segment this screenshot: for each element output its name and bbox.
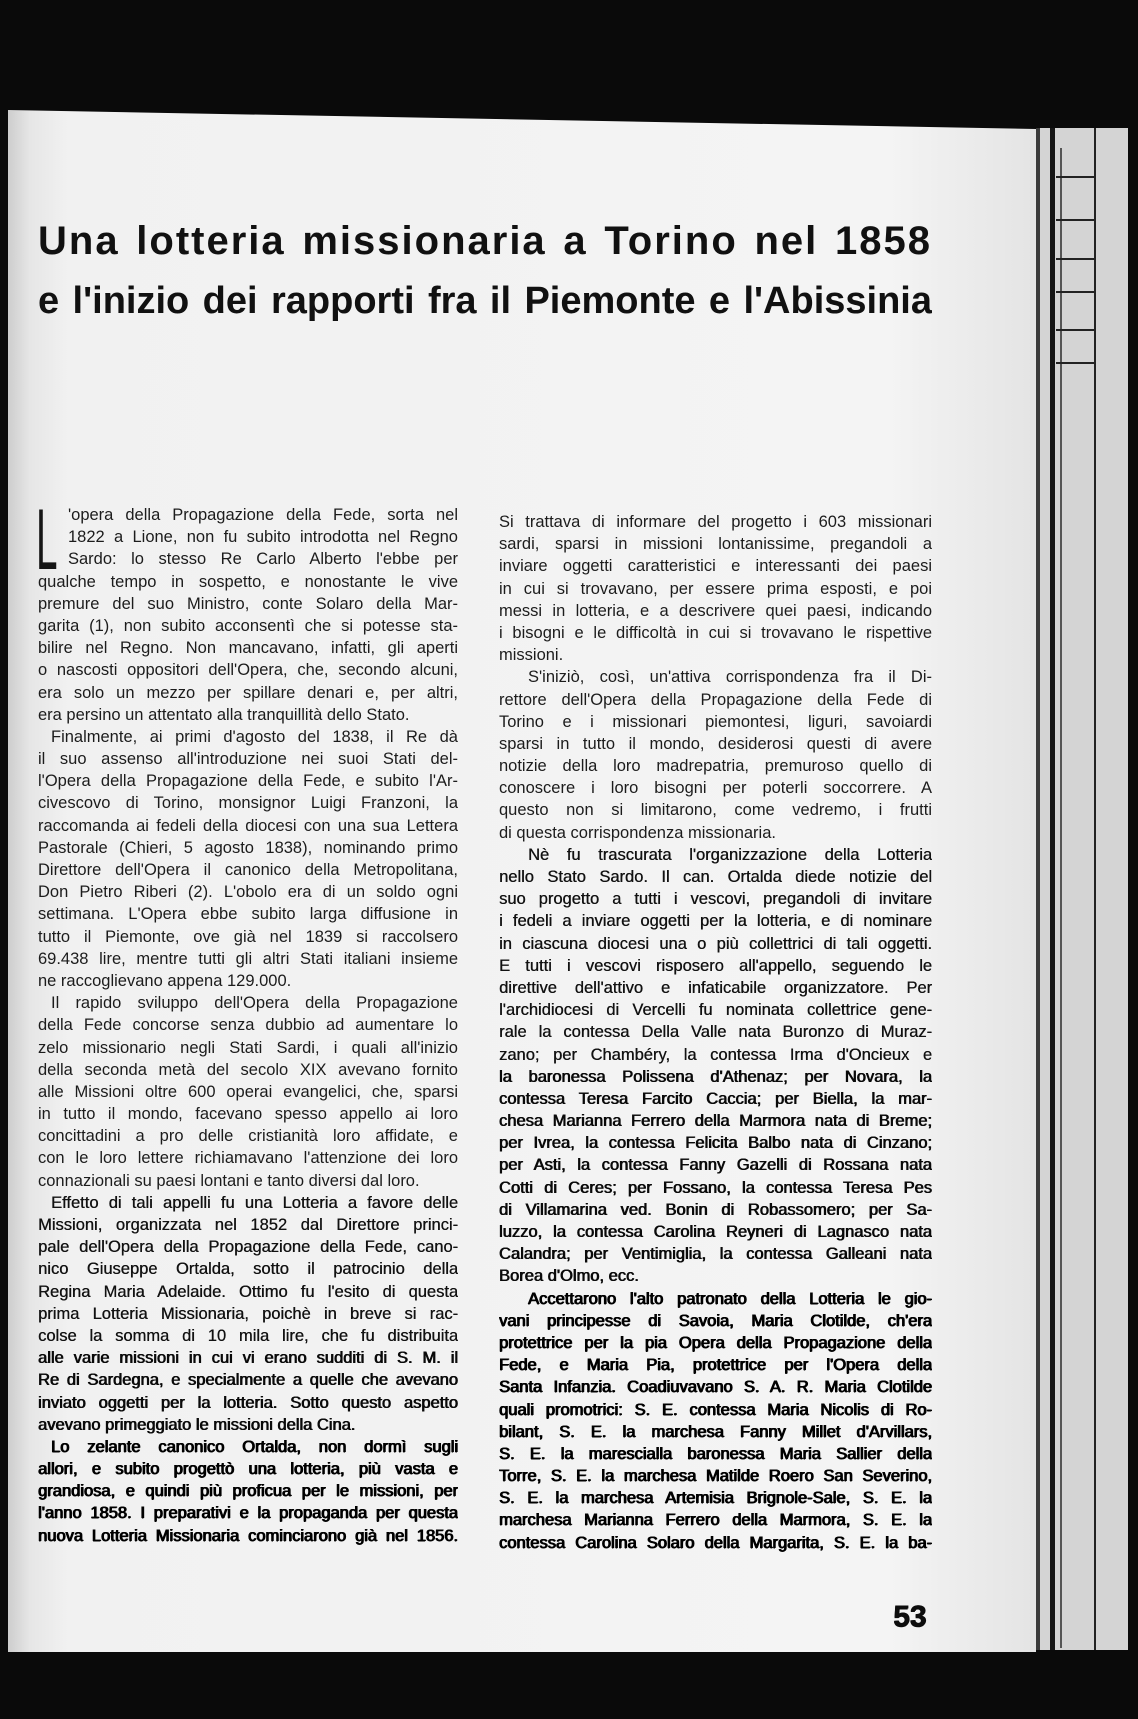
text-line: missioni. xyxy=(499,646,564,665)
text-line: Pastorale (Chieri, 5 agosto 1838), nominando primo xyxy=(38,838,458,857)
paragraph xyxy=(499,844,932,1288)
paragraph xyxy=(38,504,458,726)
text-line: ne raccoglievano appena 129.000. xyxy=(38,971,292,990)
text-line: Torino e i missionari piemontesi, liguri, savoiardi xyxy=(499,712,932,731)
text-line: Cotti di Ceres; per Fossano, la contessa Teresa Pes xyxy=(499,1178,932,1197)
paragraph xyxy=(499,511,932,666)
text-line: S. E. la marchesa Artemisia Brignole-Sale, S. E. la xyxy=(499,1489,932,1508)
text-line: luzzo, la contessa Carolina Reyneri di Lagnasco nata xyxy=(499,1223,932,1241)
column-left xyxy=(38,504,458,1547)
text-line: Nè fu trascurata l'organizzazione della Lotteria xyxy=(528,845,932,864)
text-line: E tutti i vescovi risposero all'appello, seguendo le xyxy=(499,956,932,975)
paragraph xyxy=(38,1192,458,1436)
text-line: S. E. la marescialla baronessa Maria Sallier della xyxy=(499,1444,932,1463)
text-line: pale dell'Opera della Propagazione della Fede, cano- xyxy=(38,1238,458,1257)
text-line: conoscere i loro bisogni per poterli soccorrere. A xyxy=(499,779,932,798)
text-line: della seconda metà del secolo XIX avevano fornito xyxy=(38,1060,458,1079)
text-line: di questa corrispondenza missionaria. xyxy=(499,823,776,842)
page-edge-tab xyxy=(1056,329,1096,331)
text-line: l'Opera della Propagazione della Fede, e subito l'Ar- xyxy=(38,772,458,791)
text-line: Si trattava di informare del progetto i 603 missionari xyxy=(499,513,932,531)
paragraph xyxy=(38,1436,458,1547)
paragraph xyxy=(38,726,458,992)
text-line: Lo zelante canonico Ortalda, non dormì sugli xyxy=(51,1437,458,1456)
text-line: Re di Sardegna, e specialmente a quelle che avevano xyxy=(38,1371,458,1390)
text-line: Fede, e Maria Pia, protettrice per l'Opera della xyxy=(499,1356,932,1375)
text-line: Finalmente, ai primi d'agosto del 1838, il Re dà xyxy=(51,727,458,746)
text-line: zano; per Chambéry, la contessa Irma d'Oncieux e xyxy=(499,1045,932,1064)
page-edge-tab xyxy=(1056,291,1096,293)
text-line: per Ivrea, la contessa Felicita Balbo nata di Cinzano; xyxy=(499,1134,932,1153)
text-line: 'opera della Propagazione della Fede, sorta nel xyxy=(68,506,458,524)
text-line: concittadini a pro delle cristianità loro affidate, e xyxy=(38,1127,458,1146)
text-line: direttive dell'attivo e infaticabile organizzatore. Per xyxy=(499,978,932,997)
page-edge-strip xyxy=(1036,128,1040,1650)
page-number: 53 xyxy=(893,1600,927,1633)
text-line: quali promotrici: S. E. contessa Maria Nicolis di Ro- xyxy=(499,1400,932,1419)
text-line: zelo missionario negli Stati Sardi, i quali all'inizio xyxy=(38,1038,458,1057)
page-edge-tab xyxy=(1056,258,1096,260)
text-line: Direttore dell'Opera il canonico della Metropolitana, xyxy=(38,861,458,879)
text-line: inviare oggetti caratteristici e interessanti dei paesi xyxy=(499,557,932,576)
page-stack-edges xyxy=(1036,128,1138,1650)
text-line: civescovo di Torino, monsignor Luigi Franzoni, la xyxy=(38,794,458,813)
text-line: Effetto di tali appelli fu una Lotteria a favore delle xyxy=(51,1193,458,1212)
text-line: Don Pietro Riberi (2). L'obolo era di un soldo ogni xyxy=(38,883,458,902)
text-line: Accettarono l'alto patronato della Lotteria le gio- xyxy=(528,1289,932,1308)
paragraph xyxy=(499,666,932,844)
article-title-line-1: Una lotteria missionaria a Torino nel 1858 xyxy=(38,219,932,263)
text-line: della Fede concorse senza dubbio ad aumentare lo xyxy=(38,1016,458,1035)
article-title-line-2: e l'inizio dei rapporti fra il Piemonte e l'Abissinia xyxy=(38,280,932,322)
text-line: notizie della loro madrepatria, premuroso quello di xyxy=(499,757,932,776)
page-edge-strip xyxy=(1060,148,1062,1648)
text-line: o nascosti oppositori dell'Opera, che, secondo alcuni, xyxy=(38,661,458,680)
text-line: Calandra; per Ventimiglia, la contessa Galleani nata xyxy=(499,1245,932,1264)
paragraph xyxy=(499,1288,932,1554)
text-line: per Asti, la contessa Fanny Gazelli di Rossana nata xyxy=(499,1156,932,1175)
text-line: vani principesse di Savoia, Maria Clotilde, ch'era xyxy=(499,1311,932,1330)
text-line: S'iniziò, così, un'attiva corrispondenza fra il Di- xyxy=(528,668,932,687)
page-edge-tab xyxy=(1056,362,1096,364)
text-line: connazionali su paesi lontani e tanto diversi dal loro. xyxy=(38,1171,420,1190)
text-line: in ciascuna diocesi una o più collettrici di tali oggetti. xyxy=(499,934,932,953)
text-line: sparsi in tutto il mondo, desiderosi questi di avere xyxy=(499,734,932,753)
text-line: marchesa Marianna Ferrero della Marmora, S. E. la xyxy=(499,1511,932,1530)
text-line: chesa Marianna Ferrero della Marmora nata di Breme; xyxy=(499,1112,932,1131)
text-line: la baronessa Polissena d'Athenaz; per Novara, la xyxy=(499,1067,932,1086)
text-line: bilant, S. E. la marchesa Fanny Millet d'Arvillars, xyxy=(499,1422,932,1441)
paragraph xyxy=(38,992,458,1192)
text-line: premure del suo Ministro, conte Solaro della Mar- xyxy=(38,594,458,613)
text-line: avevano primeggiato le missioni della Cina. xyxy=(38,1415,356,1434)
text-line: qualche tempo in sospetto, e nonostante le vive xyxy=(38,572,458,591)
text-line: suo progetto a tutti i vescovi, pregandoli di invitare xyxy=(499,890,932,909)
text-line: i bisogni e le difficoltà in cui si trovavano le rispettive xyxy=(499,623,932,642)
page-edge-tab xyxy=(1056,219,1096,221)
text-line: 69.438 lire, mentre tutti gli altri Stati italiani insieme xyxy=(38,949,458,968)
text-line: tutto il Piemonte, ove già nel 1839 si raccolsero xyxy=(38,927,458,946)
text-line: Missioni, organizzata nel 1852 dal Direttore princi- xyxy=(38,1216,458,1234)
text-line: alle Missioni oltre 600 operai evangelici, che, sparsi xyxy=(38,1082,458,1101)
text-line: l'archidiocesi di Vercelli fu nominata collettrice gene- xyxy=(499,1001,932,1020)
text-line: inviato oggetti per la lotteria. Sotto questo aspetto xyxy=(38,1393,458,1412)
text-line: era persino un attentato alla tranquillità dello Stato. xyxy=(38,705,410,724)
text-line: bilire nel Regno. Non mancavano, infatti, gli aperti xyxy=(38,639,458,658)
text-line: grandiosa, e quindi più proficua per le missioni, per xyxy=(38,1482,458,1501)
text-line: Borea d'Olmo, ecc. xyxy=(499,1267,639,1286)
text-line: colse la somma di 10 mila lire, che fu distribuita xyxy=(38,1326,458,1345)
text-line: messi in lotteria, e a descrivere quei paesi, indicando xyxy=(499,601,932,620)
text-line: raccomanda ai fedeli della diocesi con una sua Lettera xyxy=(38,816,458,835)
text-line: settimana. L'Opera ebbe subito larga diffusione in xyxy=(38,905,458,924)
text-line: nello Stato Sardo. Il can. Ortalda diede notizie del xyxy=(499,868,932,886)
text-line: i fedeli a inviare oggetti per la lotteria, e di nominare xyxy=(499,912,932,931)
text-line: l'anno 1858. I preparativi e la propaganda per questa xyxy=(38,1504,458,1523)
text-line: in tutto il mondo, facevano spesso appello ai loro xyxy=(38,1105,458,1124)
text-line: Sardo: lo stesso Re Carlo Alberto l'ebbe per xyxy=(68,550,458,569)
page-edge-strip xyxy=(1050,128,1055,1650)
text-line: alle varie missioni in cui vi erano sudditi di S. M. il xyxy=(38,1349,458,1368)
text-line: garita (1), non subito acconsentì che si potesse sta- xyxy=(38,616,458,635)
text-line: di Villamarina ved. Bonin di Robassomero; per Sa- xyxy=(499,1200,932,1219)
text-line: nuova Lotteria Missionaria cominciarono già nel 1856. xyxy=(38,1526,458,1545)
text-line: contessa Carolina Solaro della Margarita, S. E. la ba- xyxy=(499,1533,932,1552)
text-line: protettrice per la pia Opera della Propagazione della xyxy=(499,1333,932,1352)
text-line: Il rapido sviluppo dell'Opera della Propagazione xyxy=(51,994,458,1013)
text-line: 1822 a Lione, non fu subito introdotta nel Regno xyxy=(68,528,458,547)
text-line: Torre, S. E. la marchesa Matilde Roero San Severino, xyxy=(499,1467,932,1486)
text-line: con le loro lettere richiamavano l'attenzione dei loro xyxy=(38,1149,458,1168)
column-right xyxy=(499,511,932,1554)
page-edge-strip xyxy=(1128,128,1138,1650)
text-line: rale la contessa Della Valle nata Buronzo di Muraz- xyxy=(499,1023,932,1042)
text-line: sardi, sparsi in missioni lontanissime, pregandoli a xyxy=(499,535,932,554)
page-edge-strip xyxy=(1094,128,1096,1650)
text-line: Regina Maria Adelaide. Ottimo fu l'esito di questa xyxy=(38,1282,458,1301)
text-line: era solo un mezzo per spillare denari e, per altri, xyxy=(38,683,458,702)
text-line: Santa Infanzia. Coadiuvavano S. A. R. Maria Clotilde xyxy=(499,1378,932,1397)
text-line: nico Giuseppe Ortalda, sotto il patrocinio della xyxy=(38,1260,458,1279)
text-line: allori, e subito progettò una lotteria, più vasta e xyxy=(38,1460,458,1479)
page-edge-tab xyxy=(1056,176,1096,178)
text-line: in cui si trovavano, per essere prima esposti, e poi xyxy=(499,579,932,598)
drop-cap: L xyxy=(36,492,58,588)
text-line: il suo assenso all'introduzione nei suoi Stati del- xyxy=(38,750,458,769)
text-line: rettore dell'Opera della Propagazione della Fede di xyxy=(499,690,932,709)
text-line: prima Lotteria Missionaria, poichè in breve si rac- xyxy=(38,1304,458,1323)
text-line: contessa Teresa Farcito Caccia; per Biella, la mar- xyxy=(499,1089,932,1108)
text-line: questo non si limitarono, come vedremo, i frutti xyxy=(499,801,932,820)
